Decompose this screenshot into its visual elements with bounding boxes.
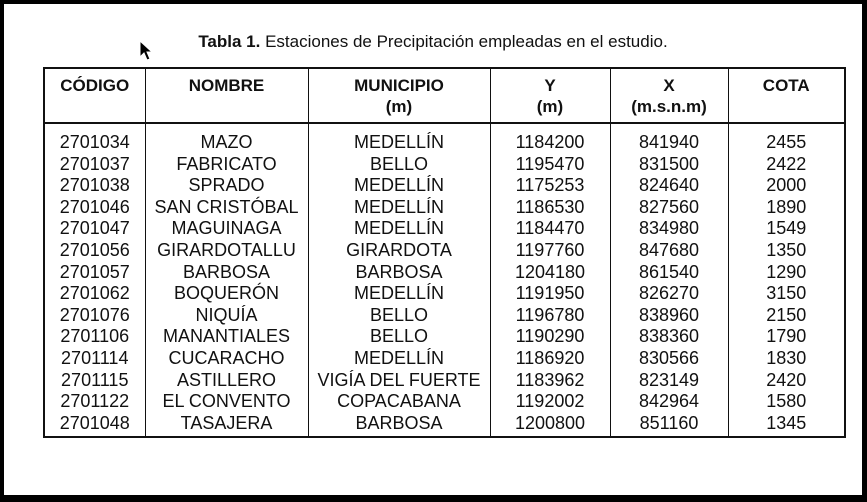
cell-codigo: 2701047 [59, 218, 130, 239]
cell-nombre: BARBOSA [145, 262, 308, 284]
cell-x: 861540 [610, 262, 728, 284]
cell-nombre: ASTILLERO [145, 370, 308, 392]
cell-codigo: 2701062 [59, 283, 130, 304]
cell-y: 1195470 [490, 154, 610, 176]
cell-codigo: 2701057 [59, 261, 130, 282]
cell-y: 1186530 [490, 197, 610, 219]
cell-x: 831500 [610, 154, 728, 176]
table-row [44, 132, 845, 154]
table-row [44, 305, 845, 327]
cell-codigo: 2701056 [59, 239, 130, 260]
cell-codigo: 2701076 [59, 304, 130, 325]
stations-table [43, 67, 846, 438]
cell-cota: 3150 [728, 283, 845, 305]
cell-cota: 1549 [728, 218, 845, 240]
cell-y: 1191950 [490, 283, 610, 305]
cell-cota: 1830 [728, 348, 845, 370]
cell-municipio: MEDELLÍN [308, 132, 490, 154]
cell-municipio: BARBOSA [308, 413, 490, 438]
cell-cota: 1345 [728, 413, 845, 438]
cell-municipio: MEDELLÍN [308, 218, 490, 240]
cell-municipio: MEDELLÍN [308, 283, 490, 305]
cell-x: 827560 [610, 197, 728, 219]
cell-x: 847680 [610, 240, 728, 262]
cell-y: 1186920 [490, 348, 610, 370]
cell-nombre: SAN CRISTÓBAL [145, 197, 308, 219]
cell-y: 1183962 [490, 370, 610, 392]
cell-municipio: BELLO [308, 154, 490, 176]
cell-cota: 2000 [728, 175, 845, 197]
cell-cota: 1790 [728, 326, 845, 348]
cell-cota: 2422 [728, 154, 845, 176]
cell-y: 1184470 [490, 218, 610, 240]
table-row [44, 218, 845, 240]
cell-codigo: 2701106 [60, 326, 130, 347]
cell-y: 1204180 [490, 262, 610, 284]
cell-municipio: BELLO [308, 305, 490, 327]
cell-y: 1196780 [490, 305, 610, 327]
table-row [44, 326, 845, 348]
cell-nombre: FABRICATO [145, 154, 308, 176]
cell-cota: 1580 [728, 391, 845, 413]
cell-nombre: NIQUÍA [145, 305, 308, 327]
table-row [44, 197, 845, 219]
cell-nombre: SPRADO [145, 175, 308, 197]
column-header-codigo: CÓDIGO [44, 68, 145, 123]
cell-y: 1197760 [490, 240, 610, 262]
cell-municipio: COPACABANA [308, 391, 490, 413]
table-row [44, 370, 845, 392]
cell-cota: 1290 [728, 262, 845, 284]
cell-cota: 2150 [728, 305, 845, 327]
spacer-row [44, 123, 845, 132]
cell-x: 838960 [610, 305, 728, 327]
table-row [44, 391, 845, 413]
cell-cota: 1890 [728, 197, 845, 219]
cell-x: 841940 [610, 132, 728, 154]
column-header-x: X (m.s.n.m) [610, 68, 728, 123]
table-row [44, 283, 845, 305]
cell-municipio: MEDELLÍN [308, 348, 490, 370]
cell-nombre: CUCARACHO [145, 348, 308, 370]
cell-x: 842964 [610, 391, 728, 413]
cell-x: 823149 [610, 370, 728, 392]
cell-y: 1184200 [490, 132, 610, 154]
cell-y: 1200800 [490, 413, 610, 438]
cell-nombre: BOQUERÓN [145, 283, 308, 305]
table-caption [4, 32, 862, 52]
cell-municipio: VIGÍA DEL FUERTE [308, 370, 490, 392]
cell-codigo: 2701122 [60, 391, 130, 412]
cell-y: 1190290 [490, 326, 610, 348]
caption-text: Estaciones de Precipitación empleadas en el estudio. [260, 32, 668, 51]
table-body [44, 123, 845, 437]
caption-label: Tabla 1. [198, 32, 261, 51]
column-header-nombre: NOMBRE [145, 68, 308, 123]
column-header-municipio: MUNICIPIO (m) [308, 68, 490, 123]
cell-x: 830566 [610, 348, 728, 370]
table-row [44, 175, 845, 197]
cell-cota: 1350 [728, 240, 845, 262]
cell-codigo: 2701046 [59, 196, 130, 217]
cell-municipio: MEDELLÍN [308, 197, 490, 219]
cell-municipio: BARBOSA [308, 262, 490, 284]
cell-nombre: MANANTIALES [145, 326, 308, 348]
cell-x: 834980 [610, 218, 728, 240]
table-row [44, 413, 845, 438]
document-page [4, 4, 862, 495]
cell-codigo: 2701048 [59, 412, 130, 433]
cell-codigo: 2701037 [59, 153, 130, 174]
cell-x: 824640 [610, 175, 728, 197]
column-header-cota: COTA [728, 68, 845, 123]
cell-nombre: GIRARDOTALLU [145, 240, 308, 262]
cell-x: 826270 [610, 283, 728, 305]
cell-cota: 2420 [728, 370, 845, 392]
table-row [44, 262, 845, 284]
cell-nombre: TASAJERA [145, 413, 308, 438]
cell-y: 1175253 [490, 175, 610, 197]
cell-nombre: MAZO [145, 132, 308, 154]
cell-municipio: BELLO [308, 326, 490, 348]
cell-x: 851160 [610, 413, 728, 438]
header-row [44, 68, 845, 123]
cell-codigo: 2701034 [59, 132, 130, 152]
cell-codigo: 2701114 [61, 347, 129, 368]
table-row [44, 240, 845, 262]
column-header-y: Y (m) [490, 68, 610, 123]
table-row [44, 348, 845, 370]
cell-x: 838360 [610, 326, 728, 348]
cell-codigo: 2701038 [59, 175, 130, 196]
cell-cota: 2455 [728, 132, 845, 154]
table-row [44, 154, 845, 176]
cell-municipio: GIRARDOTA [308, 240, 490, 262]
cell-codigo: 2701115 [61, 369, 129, 390]
cell-nombre: MAGUINAGA [145, 218, 308, 240]
cell-y: 1192002 [490, 391, 610, 413]
cell-nombre: EL CONVENTO [145, 391, 308, 413]
cell-municipio: MEDELLÍN [308, 175, 490, 197]
